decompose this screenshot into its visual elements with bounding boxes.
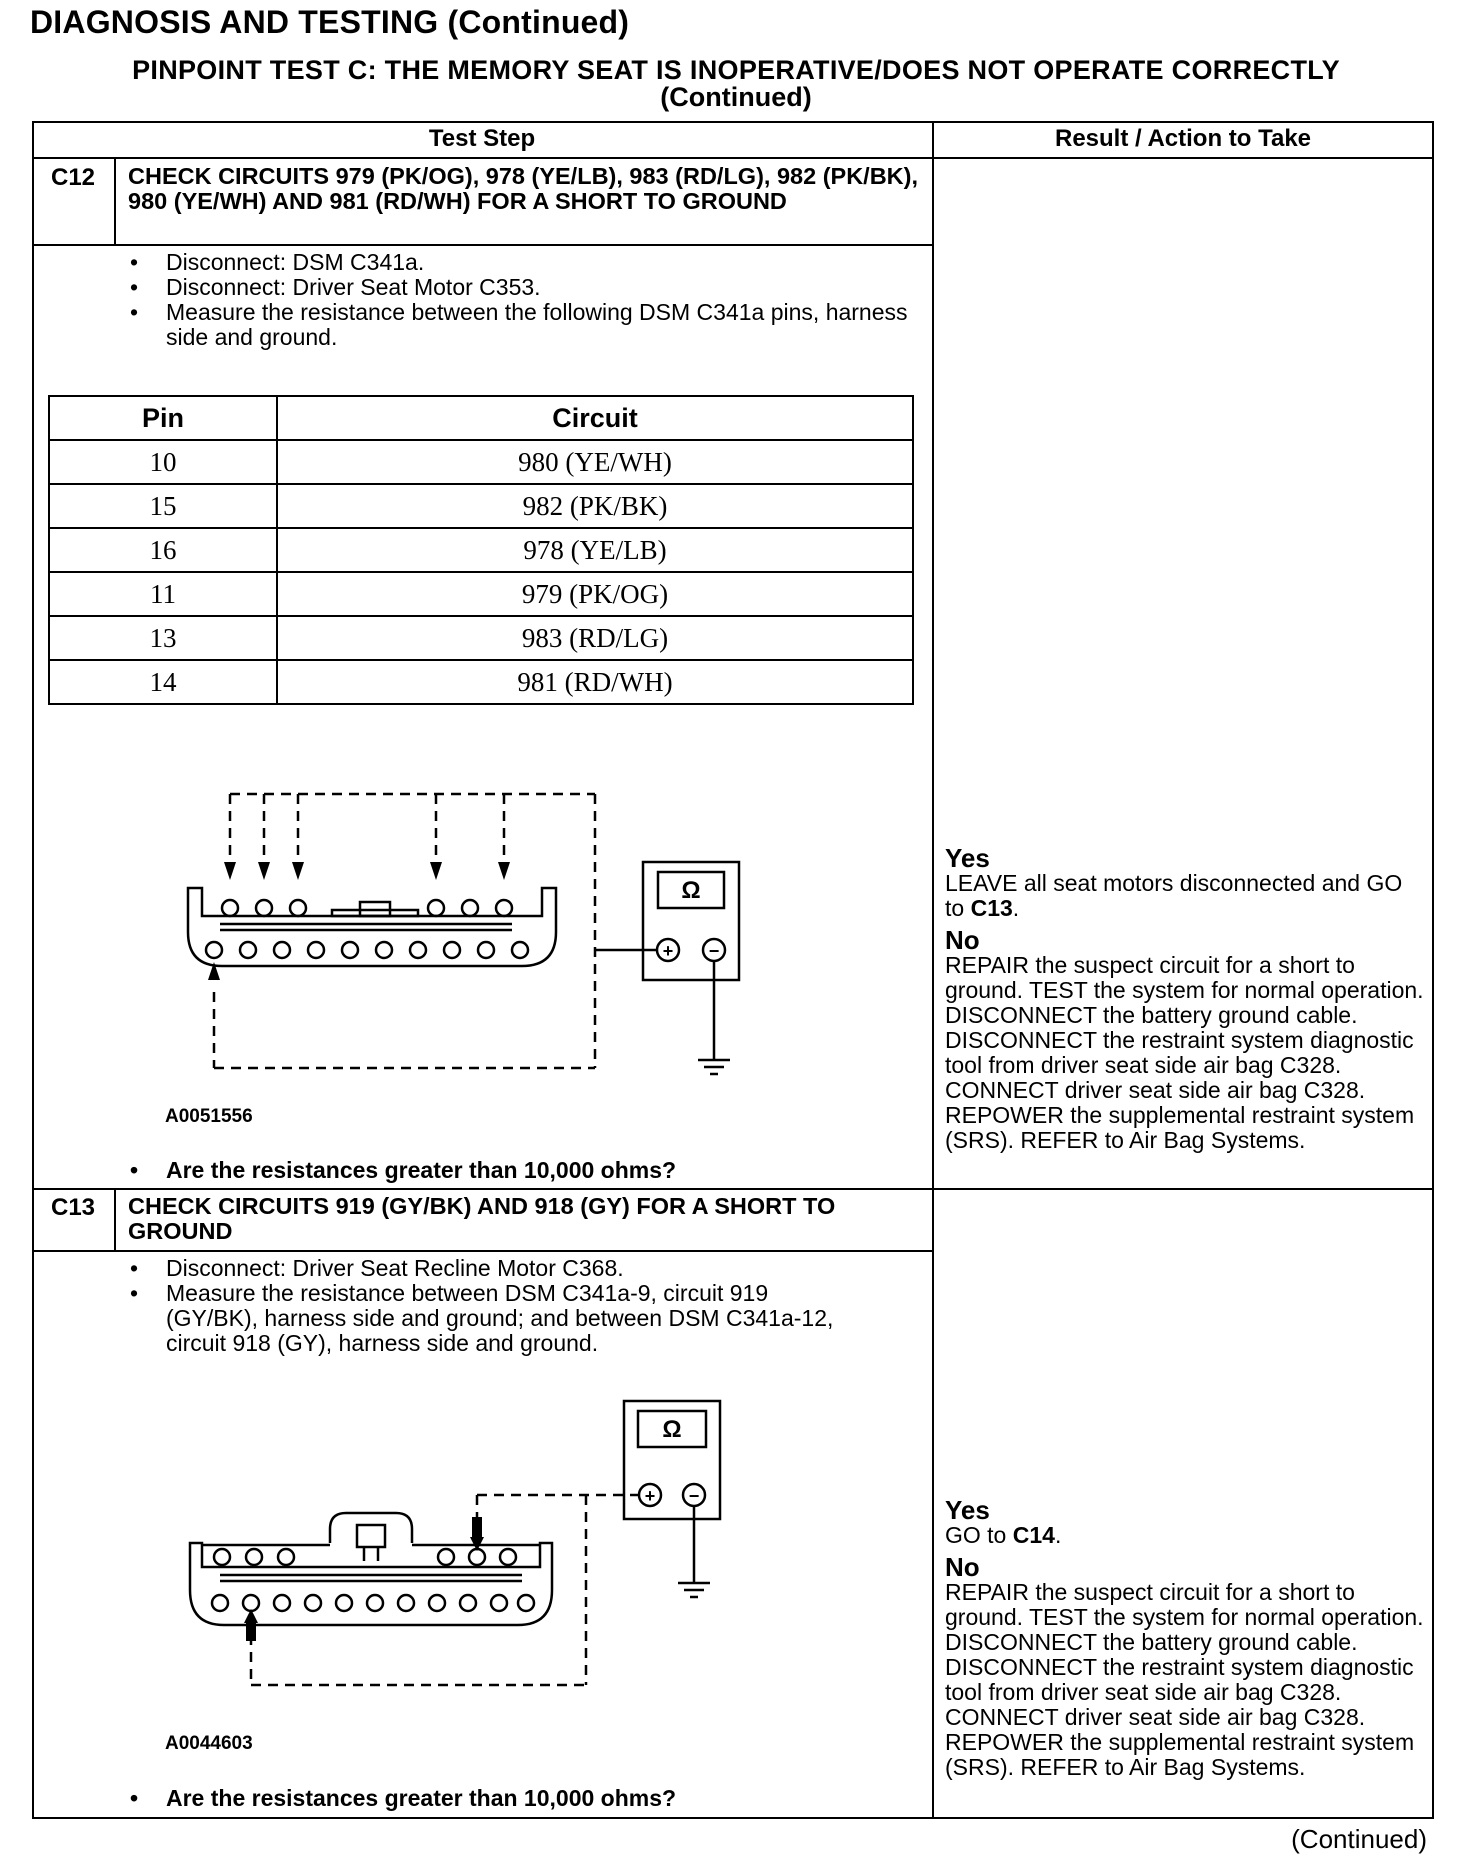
- plus-terminal: +: [662, 941, 674, 961]
- table-row: [49, 572, 913, 616]
- c13-no-label: No: [945, 1552, 980, 1582]
- circuit-cell: 981 (RD/WH): [277, 660, 913, 704]
- pinpoint-test-title: PINPOINT TEST C: THE MEMORY SEAT IS INOPERATIVE/DOES NOT OPERATE CORRECTLY: [132, 55, 1340, 85]
- table-row: [49, 660, 913, 704]
- c12-result: [945, 845, 1425, 1153]
- circuit-cell: 982 (PK/BK): [277, 484, 913, 528]
- c13-figure-id: A0044603: [165, 1733, 253, 1754]
- c12-yes-text: LEAVE all seat motors disconnected and GO to C13.: [945, 870, 1403, 921]
- header-divider: [32, 157, 1434, 159]
- step-id-c12: C12: [50, 164, 96, 191]
- pin-cell: 11: [49, 572, 277, 616]
- step-divider: [32, 1188, 1434, 1190]
- column-divider: [932, 121, 934, 1819]
- c12-no-text: REPAIR the suspect circuit for a short to ground. TEST the system for normal operation. DISCONNECT the battery ground cable. DISCONNECT the restraint system diagnostic tool from driver seat side air bag C328. CONNECT driver seat side air bag C328. REPOWER the supplemental restraint system (SRS). REFER to Air Bag Systems.: [945, 952, 1424, 1153]
- circuit-cell: 980 (YE/WH): [277, 440, 913, 484]
- minus-terminal: −: [708, 941, 720, 961]
- c13-connector-diagram: [150, 1395, 770, 1695]
- column-header-result: Result / Action to Take: [1054, 125, 1312, 152]
- pin-cell: 14: [49, 660, 277, 704]
- pinpoint-test-continued: (Continued): [660, 82, 812, 112]
- circuit-cell: 979 (PK/OG): [277, 572, 913, 616]
- c13-result: [945, 1497, 1425, 1780]
- step-title-c12: CHECK CIRCUITS 979 (PK/OG), 978 (YE/LB), 983 (RD/LG), 982 (PK/BK), 980 (YE/WH) AND 981 (RD/WH) FOR A SHORT TO GROUND: [128, 163, 919, 214]
- table-row: [49, 528, 913, 572]
- table-row: [49, 616, 913, 660]
- column-header-test-step: Test Step: [428, 125, 536, 152]
- pin-column-header: Pin: [49, 396, 277, 440]
- pin-cell: 16: [49, 528, 277, 572]
- circuit-cell: 983 (RD/LG): [277, 616, 913, 660]
- page-continued-footer: (Continued): [1291, 1824, 1427, 1854]
- c12-figure-id: A0051556: [165, 1106, 253, 1127]
- circuit-cell: 978 (YE/LB): [277, 528, 913, 572]
- table-row: [49, 440, 913, 484]
- pin-cell: 10: [49, 440, 277, 484]
- plus-terminal: +: [644, 1486, 656, 1506]
- circuit-column-header: Circuit: [277, 396, 913, 440]
- pin-cell: 15: [49, 484, 277, 528]
- step-id-divider: [114, 157, 116, 245]
- step-id-c13: C13: [50, 1194, 96, 1221]
- pin-cell: 13: [49, 616, 277, 660]
- table-row: [49, 484, 913, 528]
- c13-yes-text: GO to C14.: [945, 1522, 1062, 1548]
- c12-connector-diagram: [150, 780, 770, 1100]
- c13-no-text: REPAIR the suspect circuit for a short to ground. TEST the system for normal operation. DISCONNECT the battery ground cable. DISCONNECT the restraint system diagnostic tool from driver seat side air bag C328. CONNECT driver seat side air bag C328. REPOWER the supplemental restraint system (SRS). REFER to Air Bag Systems.: [945, 1579, 1424, 1780]
- ohm-symbol: Ω: [662, 1416, 682, 1443]
- step-title-c13: CHECK CIRCUITS 919 (GY/BK) AND 918 (GY) FOR A SHORT TO GROUND: [128, 1193, 836, 1244]
- c13-yes-label: Yes: [945, 1495, 990, 1525]
- step-title-divider: [32, 244, 932, 246]
- step-id-divider: [114, 1188, 116, 1251]
- ohm-symbol: Ω: [681, 877, 701, 904]
- step-title-divider: [32, 1250, 932, 1252]
- c12-yes-label: Yes: [945, 843, 990, 873]
- pin-circuit-table: [48, 395, 914, 705]
- c12-no-label: No: [945, 925, 980, 955]
- page-header: DIAGNOSIS AND TESTING (Continued): [30, 4, 630, 40]
- minus-terminal: −: [688, 1486, 700, 1506]
